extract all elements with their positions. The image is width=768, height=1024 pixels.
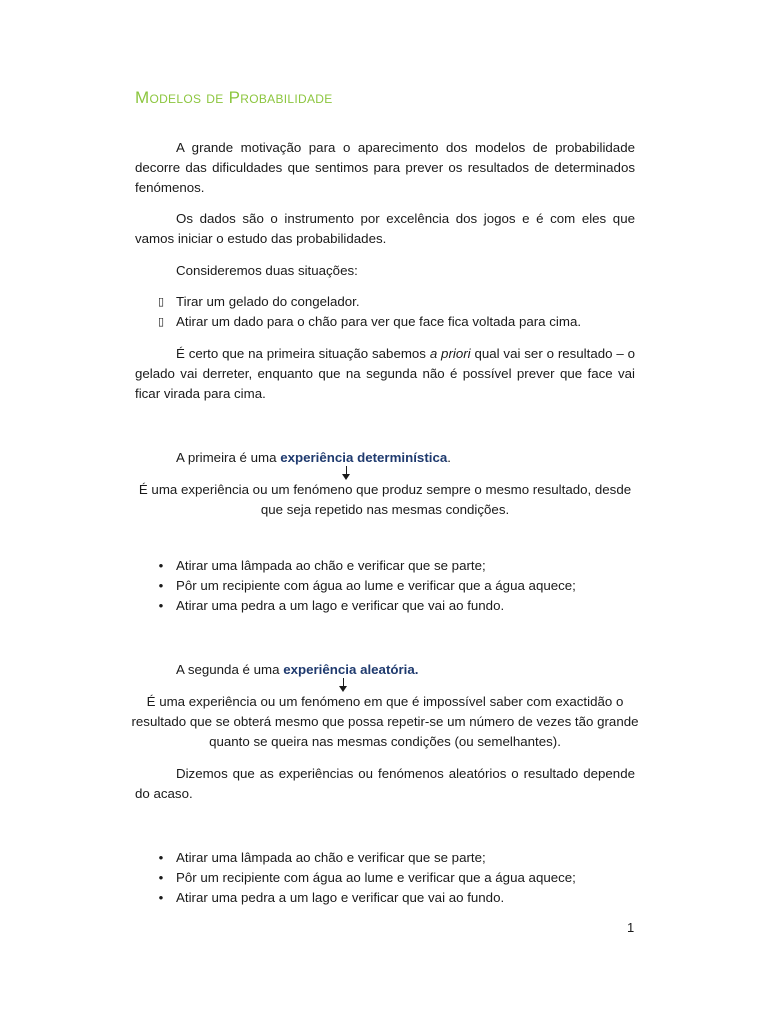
deterministic-intro: A primeira é uma experiência determinística. bbox=[176, 450, 451, 465]
random-definition: É uma experiência ou um fenómeno em que é impossível saber com exactidão o resultado que se obterá mesmo que possa repetir-se um número de vezes tão grande quanto se queira nas mesmas condições (ou semelhantes). bbox=[131, 694, 639, 749]
random-term: experiência aleatória. bbox=[283, 662, 419, 677]
box-bullet-icon: ▯ bbox=[157, 296, 165, 308]
list-item: • Pôr um recipiente com água ao lume e verificar que a água aquece; bbox=[135, 576, 655, 596]
situations-intro: Consideremos duas situações: bbox=[176, 263, 358, 278]
list-item: ▯ Tirar um gelado do congelador. bbox=[135, 292, 655, 312]
page-title: Modelos de Probabilidade bbox=[135, 88, 333, 107]
dice-paragraph: Os dados são o instrumento por excelência dos jogos e é com eles que vamos iniciar o estudo das probabilidades. bbox=[135, 211, 635, 246]
bullet-icon: • bbox=[158, 850, 164, 865]
list-item: • Atirar uma lâmpada ao chão e verificar que se parte; bbox=[135, 556, 655, 576]
list-item: • Pôr um recipiente com água ao lume e verificar que a água aquece; bbox=[135, 868, 655, 888]
down-arrow-icon bbox=[339, 678, 349, 692]
intro-paragraph: A grande motivação para o aparecimento dos modelos de probabilidade decorre das dificuldades que sentimos para prever os resultados de determinados fenómenos. bbox=[135, 140, 635, 195]
bullet-icon: • bbox=[158, 598, 164, 613]
page-number: 1 bbox=[627, 920, 635, 935]
bullet-icon: • bbox=[158, 890, 164, 905]
situations-list bbox=[135, 292, 655, 332]
random-intro: A segunda é uma experiência aleatória. bbox=[176, 662, 419, 677]
list-item: • Atirar uma pedra a um lago e verificar que vai ao fundo. bbox=[135, 888, 655, 908]
bullet-icon: • bbox=[158, 558, 164, 573]
down-arrow-icon bbox=[342, 466, 352, 480]
list-item: • Atirar uma pedra a um lago e verificar que vai ao fundo. bbox=[135, 596, 655, 616]
list-item: ▯ Atirar um dado para o chão para ver que face fica voltada para cima. bbox=[135, 312, 655, 332]
deterministic-definition: É uma experiência ou um fenómeno que produz sempre o mesmo resultado, desde que seja repetido nas mesmas condições. bbox=[138, 482, 632, 517]
bullet-icon: • bbox=[158, 870, 164, 885]
box-bullet-icon: ▯ bbox=[157, 316, 165, 328]
certainty-paragraph: É certo que na primeira situação sabemos a priori qual vai ser o resultado – o gelado vai derreter, enquanto que na segunda não é possível prever que face vai ficar virada para cima. bbox=[135, 346, 635, 401]
deterministic-term: experiência determinística bbox=[280, 450, 448, 465]
list-item: • Atirar uma lâmpada ao chão e verificar que se parte; bbox=[135, 848, 655, 868]
chance-paragraph: Dizemos que as experiências ou fenómenos aleatórios o resultado depende do acaso. bbox=[135, 766, 635, 801]
random-examples bbox=[135, 848, 655, 908]
deterministic-examples bbox=[135, 556, 655, 616]
bullet-icon: • bbox=[158, 578, 164, 593]
